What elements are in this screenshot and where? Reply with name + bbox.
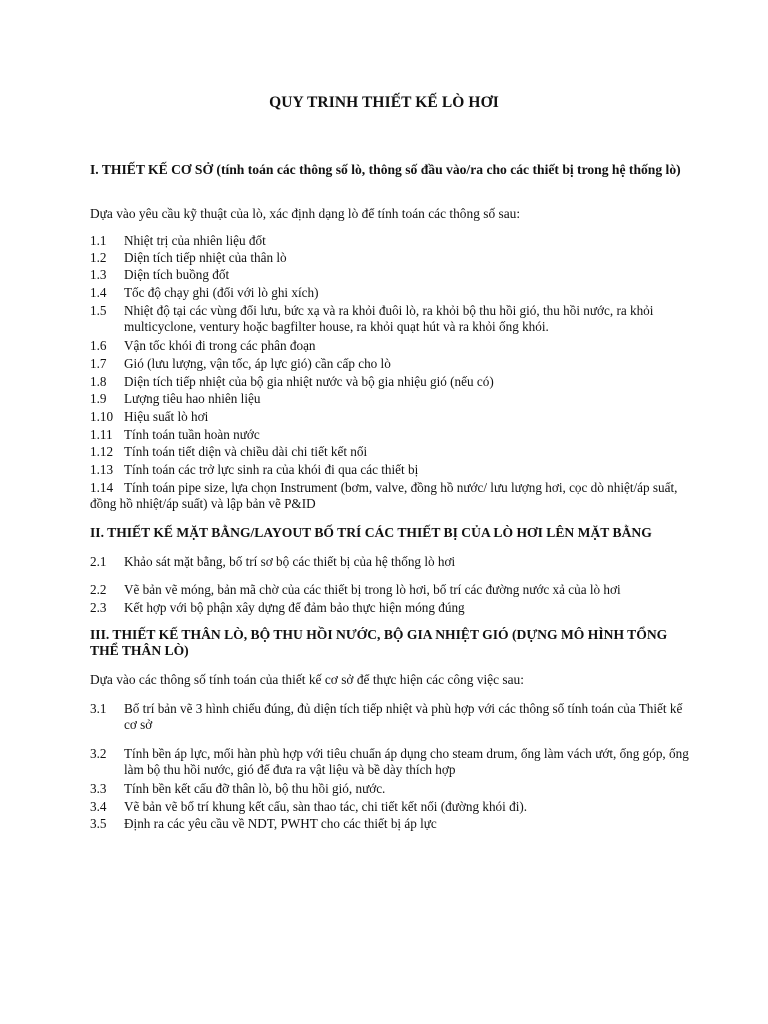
section-1-intro: Dựa vào yêu cầu kỹ thuật của lò, xác định dạng lò để tính toán các thông số sau: [90,206,521,221]
item-number: 3.3 [90,781,107,796]
list-item [90,356,690,372]
item-number: 2.2 [90,582,107,597]
list-item [90,701,690,733]
list-item [90,427,690,443]
item-text: Bố trí bản vẽ 3 hình chiếu đúng, đủ diện tích tiếp nhiệt và phù hợp với các thông số tính toán của Thiết kế cơ sở [124,701,683,732]
list-item [90,391,690,407]
list-item [90,799,690,815]
item-text: Diện tích tiếp nhiệt của thân lò [124,250,287,265]
item-number: 1.1 [90,233,107,248]
list-item [90,338,690,354]
section-3-heading: III. THIẾT KẾ THÂN LÒ, BỘ THU HỒI NƯỚC, BỘ GIA NHIỆT GIÓ (DỰNG MÔ HÌNH TỔNG THỂ THÂN LÒ) [90,627,668,658]
item-number: 1.10 [90,409,114,424]
list-item [90,480,690,512]
list-item [90,444,690,460]
list-item [90,267,690,283]
item-text: Tính bền kết cấu đỡ thân lò, bộ thu hồi gió, nước. [124,781,386,796]
list-item [90,374,690,390]
item-number: 1.7 [90,356,107,371]
list-item [90,303,690,335]
item-text: Định ra các yêu cầu về NDT, PWHT cho các thiết bị áp lực [124,816,437,831]
list-item [90,600,690,616]
list-item [90,233,690,249]
item-text: Vận tốc khói đi trong các phân đoạn [124,338,316,353]
item-text: Nhiệt độ tại các vùng đối lưu, bức xạ và ra khỏi đuôi lò, ra khỏi bộ thu hồi gió, thu hồi nước, ra khỏi multicyclone, ventury hoặc bagfilter house, ra khỏi quạt hút và ra khỏi ống khói. [124,303,654,334]
item-text: Tính bền áp lực, mối hàn phù hợp với tiêu chuẩn áp dụng cho steam drum, ống làm vách ướt, ống góp, ống làm bộ thu hồi nước, gió để đưa ra vật liệu và bề dày thích hợp [124,746,689,777]
item-number: 1.4 [90,285,107,300]
item-text: Diện tích tiếp nhiệt của bộ gia nhiệt nước và bộ gia nhiệu gió (nếu có) [124,374,494,389]
item-number: 2.1 [90,554,107,569]
item-number: 1.11 [90,427,113,442]
item-text: Hiệu suất lò hơi [124,409,209,424]
list-item [90,285,690,301]
item-number: 1.12 [90,444,114,459]
item-text: Tính toán tiết diện và chiều dài chi tiết kết nối [124,444,368,459]
list-item [90,816,690,832]
item-number: 1.8 [90,374,107,389]
list-item [90,409,690,425]
list-item [90,250,690,266]
list-item [90,781,690,797]
item-number: 3.2 [90,746,107,761]
item-text: Vẽ bản vẽ móng, bản mã chờ của các thiết bị trong lò hơi, bố trí các đường nước xả của lò hơi [124,582,621,597]
list-item [90,462,690,478]
item-text: Lượng tiêu hao nhiên liệu [124,391,261,406]
list-item [90,746,690,778]
list-item [90,582,690,598]
item-text: Tính toán các trở lực sinh ra của khói đi qua các thiết bị [124,462,419,477]
section-1-heading: I. THIẾT KẾ CƠ SỞ (tính toán các thông số lò, thông số đầu vào/ra cho các thiết bị trong hệ thống lò) [90,162,681,177]
item-number: 3.1 [90,701,107,716]
item-text: Gió (lưu lượng, vận tốc, áp lực gió) cần cấp cho lò [124,356,391,371]
item-text: Tính toán pipe size, lựa chọn Instrument (bơm, valve, đồng hồ nước/ lưu lượng hơi, cọc dò nhiệt/áp suất, đồng hồ nhiệt/áp suất) và lập bản vẽ P&ID [90,480,678,511]
item-number: 1.9 [90,391,107,406]
section-3-intro: Dựa vào các thông số tính toán của thiết kế cơ sở để thực hiện các công việc sau: [90,672,524,687]
item-number: 2.3 [90,600,107,615]
item-number: 1.6 [90,338,107,353]
item-number: 1.14 [90,480,114,495]
item-text: Tốc độ chạy ghi (đối với lò ghi xích) [124,285,319,300]
item-number: 1.13 [90,462,114,477]
item-text: Vẽ bản vẽ bố trí khung kết cấu, sàn thao tác, chi tiết kết nối (đường khói đi). [124,799,528,814]
document-title: QUY TRINH THIẾT KẾ LÒ HƠI [269,94,499,111]
section-2-heading: II. THIẾT KẾ MẶT BẰNG/LAYOUT BỐ TRÍ CÁC THIẾT BỊ CỦA LÒ HƠI LÊN MẶT BẰNG [90,525,652,540]
item-text: Tính toán tuần hoàn nước [124,427,260,442]
item-text: Diện tích buồng đốt [124,267,230,282]
item-number: 1.2 [90,250,107,265]
item-text: Khảo sát mặt bằng, bố trí sơ bộ các thiết bị của hệ thống lò hơi [124,554,456,569]
item-text: Kết hợp với bộ phận xây dựng để đảm bảo thực hiện móng đúng [124,600,465,615]
item-number: 3.4 [90,799,107,814]
item-number: 1.5 [90,303,107,318]
item-number: 1.3 [90,267,107,282]
item-number: 3.5 [90,816,107,831]
item-text: Nhiệt trị của nhiên liệu đốt [124,233,266,248]
list-item [90,554,690,570]
